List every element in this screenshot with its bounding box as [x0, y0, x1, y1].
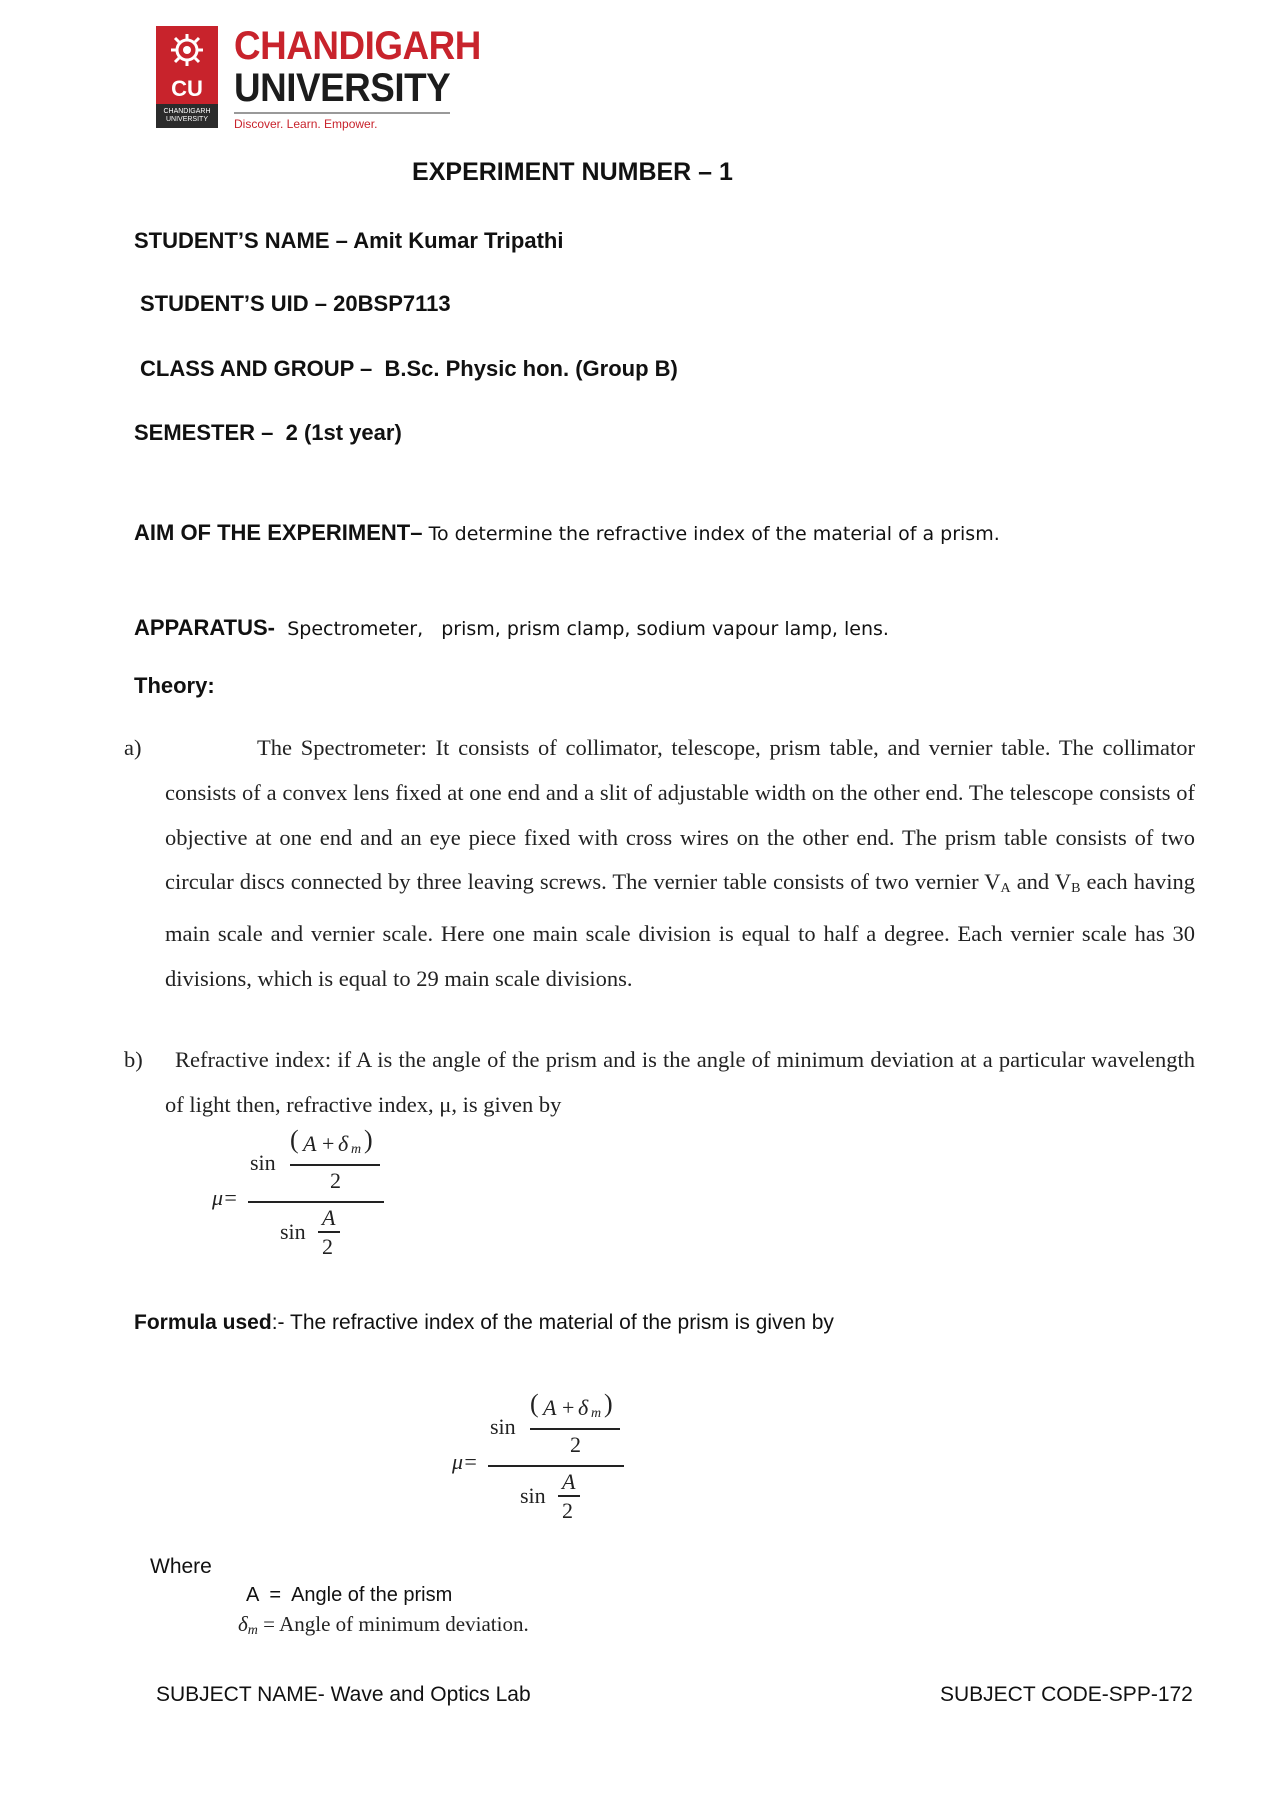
formula2-inner-bar-top	[530, 1428, 620, 1430]
formula2-a-top: A	[543, 1395, 557, 1420]
class-group-row	[140, 356, 678, 382]
formula-sin-top: sin	[250, 1150, 276, 1175]
class-group-value: B.Sc. Physic hon. (Group B)	[384, 356, 678, 381]
formula-mu: μ=	[212, 1185, 238, 1210]
logo-name-line1: CHANDIGARH	[234, 24, 481, 68]
formula-a-bottom: A	[322, 1205, 336, 1230]
semester-label: SEMESTER –	[134, 420, 274, 445]
where-delta-sub: m	[247, 1623, 258, 1638]
where-delta-symbol: δ	[238, 1612, 248, 1636]
apparatus-label: APPARATUS-	[134, 615, 275, 640]
where-label: Where	[150, 1555, 212, 1578]
refractive-index-formula-1	[212, 1125, 382, 1268]
formula2-mu: μ=	[452, 1449, 478, 1474]
formula-inner-bar-bottom	[318, 1231, 340, 1233]
formula2-delta-sub: m	[591, 1406, 602, 1421]
formula-a-top: A	[303, 1131, 317, 1156]
theory-a-text-1: The Spectrometer: It consists of collimator, telescope, prism table, and vernier table. The collimator consists of a convex lens fixed at one end and a slit of adjustable width on the other end. The telescope consists of objective at one end and an eye piece fixed with cross wires on the other end. The prism table consists of two circular discs connected by three leaving screws. The vernier table consists of two vernier V	[165, 735, 1195, 895]
student-uid-label: STUDENT’S UID –	[140, 291, 328, 316]
student-name-row	[134, 228, 563, 254]
formula2-a-bottom: A	[562, 1469, 576, 1494]
formula2-lparen: (	[530, 1389, 539, 1418]
theory-a-marker: a)	[124, 735, 142, 760]
aim-row	[134, 520, 1000, 546]
logo-initials: CU	[171, 76, 203, 101]
formula2-sin-top: sin	[490, 1414, 516, 1439]
formula-delta-sub: m	[351, 1142, 362, 1157]
footer-subject-code: SUBJECT CODE-SPP-172	[940, 1683, 1193, 1706]
theory-b-marker: b)	[124, 1047, 143, 1072]
student-uid-row	[140, 291, 451, 317]
theory-b-paragraph: Refractive index: if A is the angle of the prism and is the angle of minimum deviation at a particular wavelength of light then, refractive index, μ, is given by	[165, 1047, 1195, 1117]
footer-subject-name: SUBJECT NAME- Wave and Optics Lab	[156, 1683, 531, 1706]
where-a-symbol: A	[246, 1584, 259, 1606]
aim-label: AIM OF THE EXPERIMENT–	[134, 520, 423, 545]
student-name-value: Amit Kumar Tripathi	[353, 228, 564, 253]
logo-tagline: Discover. Learn. Empower.	[234, 117, 378, 131]
formula2-main-bar	[488, 1465, 624, 1467]
formula2-sin-bottom: sin	[520, 1483, 546, 1508]
formula2-two-top: 2	[570, 1432, 581, 1457]
university-logo	[156, 24, 481, 136]
logo-divider	[234, 112, 450, 114]
formula2-inner-bar-bottom	[558, 1495, 580, 1497]
formula-used-label: Formula used	[134, 1311, 272, 1334]
theory-a-paragraph	[165, 726, 1195, 1086]
gear-emblem-icon	[169, 32, 205, 68]
semester-row	[134, 420, 402, 446]
theory-a-text-3: each having main scale and vernier scale. Here one main scale division is equal to half a degree. Each vernier scale has 30 divisions, which is equal to 29 main scale divisions.	[165, 869, 1195, 991]
theory-a-text-2: and V	[1010, 869, 1072, 895]
where-a-row	[246, 1584, 452, 1607]
student-name-label: STUDENT’S NAME –	[134, 228, 348, 253]
logo-badge-caption: CHANDIGARH UNIVERSITY	[156, 104, 218, 128]
student-uid-value: 20BSP7113	[333, 291, 451, 316]
class-group-label: CLASS AND GROUP –	[140, 356, 373, 381]
refractive-index-formula-2	[452, 1389, 622, 1532]
formula-delta: δ	[338, 1131, 349, 1156]
formula-two-bottom: 2	[322, 1234, 333, 1259]
where-delta-def: = Angle of minimum deviation.	[263, 1612, 529, 1636]
formula2-delta: δ	[578, 1395, 589, 1420]
formula-used-text: :- The refractive index of the material of the prism is given by	[271, 1311, 834, 1334]
where-a-def: Angle of the prism	[291, 1584, 453, 1606]
apparatus-row	[134, 615, 889, 641]
semester-value: 2 (1st year)	[285, 420, 402, 445]
formula2-plus: +	[562, 1395, 575, 1420]
formula-main-bar	[248, 1201, 384, 1203]
formula-used-row	[134, 1311, 834, 1335]
vernier-a-subscript: A	[1000, 881, 1011, 897]
where-delta-row	[238, 1612, 529, 1639]
logo-name-line2: UNIVERSITY	[234, 66, 451, 110]
aim-text: To determine the refractive index of the material of a prism.	[428, 523, 1000, 545]
vernier-b-subscript: B	[1071, 881, 1081, 897]
formula-lparen: (	[290, 1125, 299, 1154]
formula-two-top: 2	[330, 1168, 341, 1193]
formula2-two-bottom: 2	[562, 1498, 573, 1523]
formula-sin-bottom: sin	[280, 1219, 306, 1244]
where-a-eq: =	[269, 1584, 282, 1606]
formula2-rparen: )	[604, 1389, 613, 1418]
formula-rparen: )	[364, 1125, 373, 1154]
theory-heading: Theory:	[134, 673, 215, 698]
formula-plus: +	[322, 1131, 335, 1156]
apparatus-text: Spectrometer, prism, prism clamp, sodium vapour lamp, lens.	[287, 618, 889, 640]
page-title: EXPERIMENT NUMBER – 1	[412, 158, 733, 186]
formula-inner-bar-top	[290, 1164, 380, 1166]
